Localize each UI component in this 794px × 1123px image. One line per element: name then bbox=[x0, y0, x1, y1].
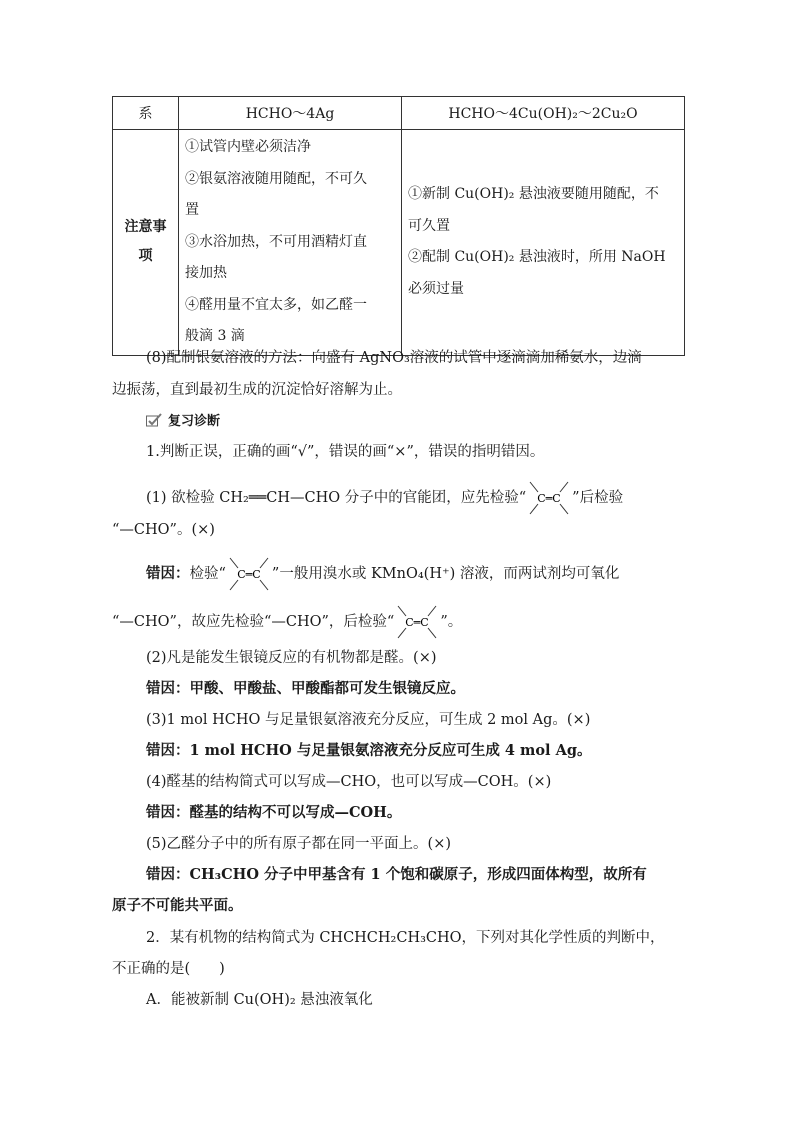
error-5-line-2: 原子不可能共平面。 bbox=[112, 897, 243, 914]
table-cell-copper-notes bbox=[402, 130, 685, 356]
notes-label-line-1: 注意事 bbox=[124, 219, 167, 236]
silver-note-line: 般滴 3 滴 bbox=[185, 328, 245, 344]
error-label: 错因： bbox=[146, 565, 190, 582]
paragraph-8-line-2: 边振荡，直到最初生成的沉淀恰好溶解为止。 bbox=[112, 382, 402, 398]
table-cell-silver-relation: HCHO～4Ag bbox=[179, 97, 402, 130]
silver-note-line: 置 bbox=[185, 202, 199, 218]
error-1-line-1 bbox=[146, 556, 721, 592]
error-3: 错因：1 mol HCHO 与足量银氨溶液充分反应可生成 4 mol Ag。 bbox=[146, 742, 592, 759]
error-1-text-c: “—CHO”，故应先检验“—CHO”，后检验“ bbox=[112, 614, 395, 630]
copper-note-line: ②配制 Cu(OH)₂ 悬浊液时，所用 NaOH bbox=[408, 249, 666, 266]
cc-label: C═C bbox=[405, 616, 430, 629]
question-1-3: (3)1 mol HCHO 与足量银氨溶液充分反应，可生成 2 mol Ag。(×) bbox=[146, 712, 591, 728]
silver-note-line: ②银氨溶液随用随配，不可久 bbox=[185, 170, 367, 187]
copper-note-line: 可久置 bbox=[408, 217, 450, 234]
silver-note-line: 接加热 bbox=[185, 265, 227, 281]
carbon-double-bond-icon bbox=[526, 480, 572, 516]
table-cell-relation-label: 系 bbox=[113, 97, 179, 130]
pencil-check-icon bbox=[146, 413, 162, 427]
cc-label: C═C bbox=[537, 492, 561, 505]
notes-label-line-2: 项 bbox=[138, 248, 153, 265]
question-1-1-text-end: ”后检验 bbox=[572, 490, 624, 506]
error-2: 错因：甲酸、甲酸盐、甲酸酯都可发生银镜反应。 bbox=[146, 680, 465, 697]
review-diagnosis-title: 复习诊断 bbox=[168, 414, 221, 429]
silver-note-line: ③水浴加热，不可用酒精灯直 bbox=[185, 233, 367, 250]
error-1-text-b: ”一般用溴水或 KMnO₄(H⁺) 溶液，而两试剂均可氧化 bbox=[271, 566, 620, 582]
table-row-notes bbox=[113, 130, 685, 356]
question-1-2: (2)凡是能发生银镜反应的有机物都是醛。(×) bbox=[146, 650, 437, 666]
error-1-text-a: 检验“ bbox=[189, 566, 226, 582]
copper-note-line: 必须过量 bbox=[408, 280, 464, 297]
question-1-1-line-1 bbox=[146, 480, 721, 516]
silver-note-line: ①试管内壁必须洁净 bbox=[185, 139, 311, 155]
question-1-4: (4)醛基的结构简式可以写成—CHO，也可以写成—COH。(×) bbox=[146, 774, 552, 790]
error-1-line-2 bbox=[112, 604, 687, 640]
table-header-row bbox=[113, 97, 685, 130]
question-1-prompt: 1.判断正误，正确的画“√”，错误的画“×”，错误的指明错因。 bbox=[146, 444, 545, 460]
table-cell-notes-label bbox=[113, 130, 179, 356]
aldehyde-test-table bbox=[112, 96, 685, 356]
table-cell-silver-notes bbox=[179, 130, 402, 356]
silver-note-line: ④醛用量不宜太多，如乙醛一 bbox=[185, 296, 367, 313]
question-1-1-text: (1) 欲检验 CH₂══CH—CHO 分子中的官能团，应先检验“ bbox=[146, 490, 527, 506]
carbon-double-bond-icon bbox=[226, 556, 272, 592]
table-cell-copper-relation: HCHO～4Cu(OH)₂～2Cu₂O bbox=[402, 97, 685, 130]
question-1-5: (5)乙醛分子中的所有原子都在同一平面上。(×) bbox=[146, 836, 452, 852]
carbon-double-bond-icon bbox=[394, 604, 440, 640]
cc-label: C═C bbox=[237, 568, 261, 581]
question-2-line-1: 2．某有机物的结构简式为 CHCHCH₂CH₃CHO，下列对其化学性质的判断中， bbox=[146, 930, 665, 946]
question-1-1-line-2: “—CHO”。(×) bbox=[112, 522, 215, 538]
error-1-text-d: ”。 bbox=[440, 614, 463, 630]
copper-note-line: ①新制 Cu(OH)₂ 悬浊液要随用随配，不 bbox=[408, 186, 659, 203]
review-diagnosis-heading bbox=[146, 410, 220, 429]
option-a: A．能被新制 Cu(OH)₂ 悬浊液氧化 bbox=[146, 992, 373, 1008]
question-2-line-2: 不正确的是( ) bbox=[112, 961, 225, 977]
error-5-line-1: 错因：CH₃CHO 分子中甲基含有 1 个饱和碳原子，形成四面体构型，故所有 bbox=[146, 866, 647, 883]
paragraph-8-line-1: (8)配制银氨溶液的方法：向盛有 AgNO₃溶液的试管中逐滴滴加稀氨水，边滴 bbox=[146, 350, 642, 366]
error-4: 错因：醛基的结构不可以写成—COH。 bbox=[146, 804, 402, 821]
